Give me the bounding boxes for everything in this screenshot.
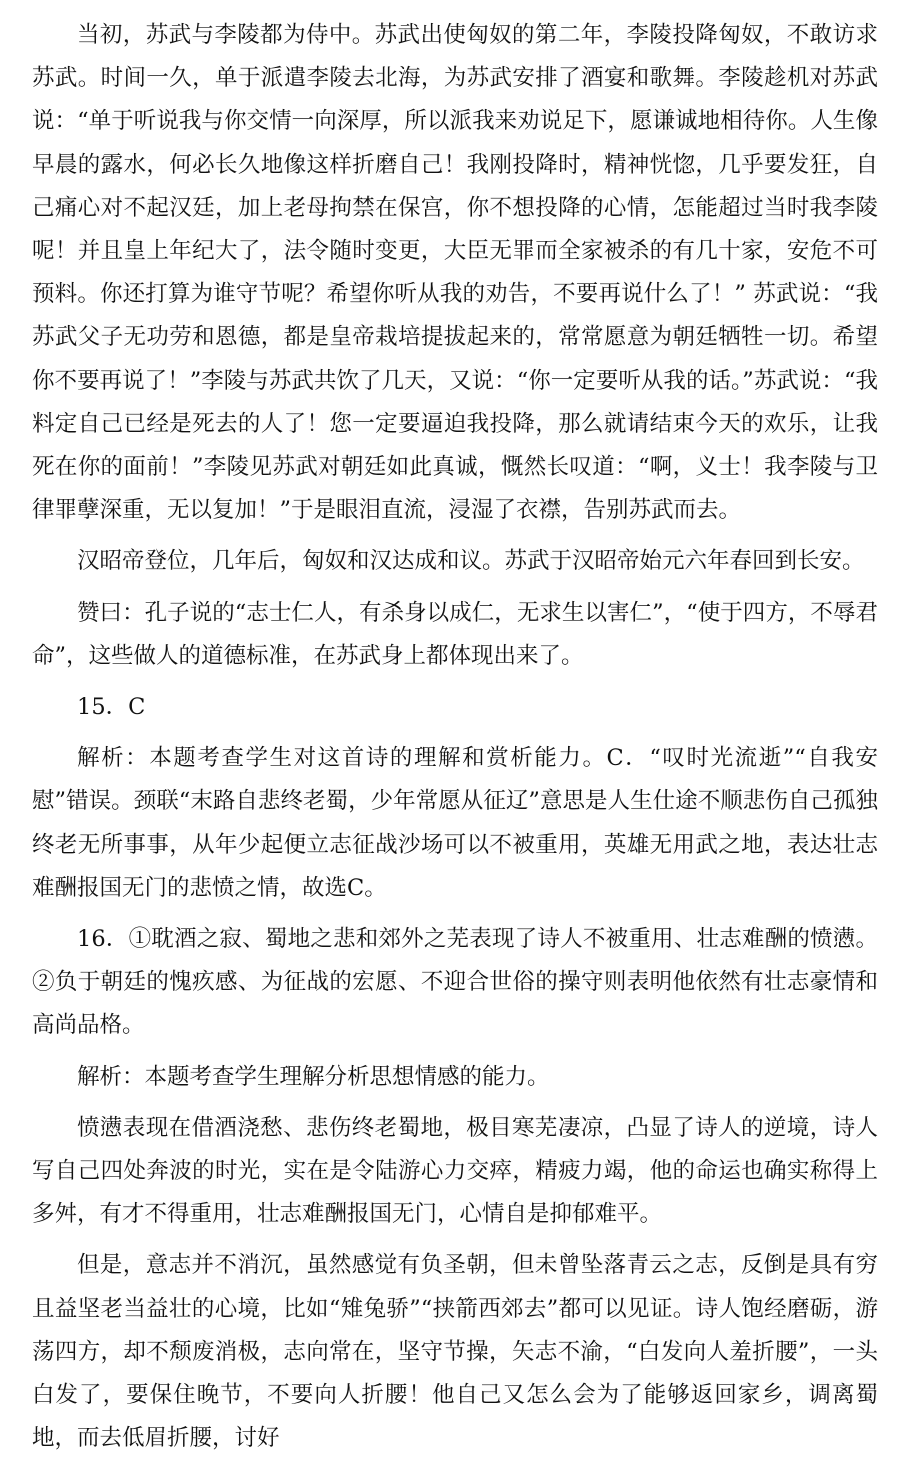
- paragraph-zhao-emperor: 汉昭帝登位，几年后，匈奴和汉达成和议。苏武于汉昭帝始元六年春回到长安。: [77, 548, 865, 575]
- analysis-16-ambition: 但是，意志并不消沉，虽然感觉有负圣朝，但未曾坠落青云之志，反倒是具有穷且益坚老当益壮的心境，比如“雉兔骄”“挟箭西郊去”都可以见证。诗人饱经磨砺，游荡四方，却不颓废消极，志向常在，坚守节操，矢志不渝，“白发向人羞折腰”，一头白发了，要保住晚节，不要向人折腰！他自己又怎么会为了能够返回家乡，调离蜀地，而去低眉折腰，讨好: [32, 1252, 878, 1452]
- paragraph-su-wu-li-ling: 当初，苏武与李陵都为侍中。苏武出使匈奴的第二年，李陵投降匈奴，不敢访求苏武。时间一久，单于派遣李陵去北海，为苏武安排了酒宴和歌舞。李陵趁机对苏武说：“单于听说我与你交情一向深厚，所以派我来劝说足下，愿谦诚地相待你。人生像早晨的露水，何必长久地像这样折磨自己！我刚投降时，精神恍惚，几乎要发狂，自己痛心对不起汉廷，加上老母拘禁在保宫，你不想投降的心情，怎能超过当时我李陵呢！并且皇上年纪大了，法令随时变更，大臣无罪而全家被杀的有几十家，安危不可预料。你还打算为谁守节呢？希望你听从我的劝告，不要再说什么了！” 苏武说：“我苏武父子无功劳和恩德，都是皇帝栽培提拔起来的，常常愿意为朝廷牺牲一切。希望你不要再说了！”李陵与苏武共饮了几天，又说：“你一定要听从我的话。”苏武说：“我料定自己已经是死去的人了！您一定要逼迫我投降，那么就请结束今天的欢乐，让我死在你的面前！”李陵见苏武对朝廷如此真诚，慨然长叹道：“啊，义士！我李陵与卫律罪孽深重，无以复加！”于是眼泪直流，浸湿了衣襟，告别苏武而去。: [32, 22, 878, 524]
- answer-15: 15．C: [77, 694, 146, 721]
- analysis-16-intro: 解析：本题考查学生理解分析思想情感的能力。: [77, 1063, 550, 1090]
- analysis-16-resentment: 愤懑表现在借酒浇愁、悲伤终老蜀地，极目寒芜凄凉，凸显了诗人的逆境，诗人写自己四处奔波的时光，实在是令陆游心力交瘁，精疲力竭，他的命运也确实称得上多舛，有才不得重用，壮志难酬报国无门，心情自是抑郁难平。: [32, 1114, 878, 1228]
- paragraph-zan-yue: 赞曰：孔子说的“志士仁人，有杀身以成仁，无求生以害仁”，“使于四方，不辱君命”，这些做人的道德标准，在苏武身上都体现出来了。: [32, 599, 878, 669]
- document-page: [32, 14, 878, 1461]
- analysis-15: 解析：本题考查学生对这首诗的理解和赏析能力。C．“叹时光流逝”“自我安慰”错误。颈联“末路自悲终老蜀，少年常愿从征辽”意思是人生仕途不顺悲伤自己孤独终老无所事事，从年少起便立志征战沙场可以不被重用，英雄无用武之地，表达壮志难酬报国无门的悲愤之情，故选C。: [32, 745, 878, 901]
- answer-16: 16．①耽酒之寂、蜀地之悲和郊外之芜表现了诗人不被重用、壮志难酬的愤懑。②负于朝廷的愧疚感、为征战的宏愿、不迎合世俗的操守则表明他依然有壮志豪情和高尚品格。: [32, 926, 878, 1039]
